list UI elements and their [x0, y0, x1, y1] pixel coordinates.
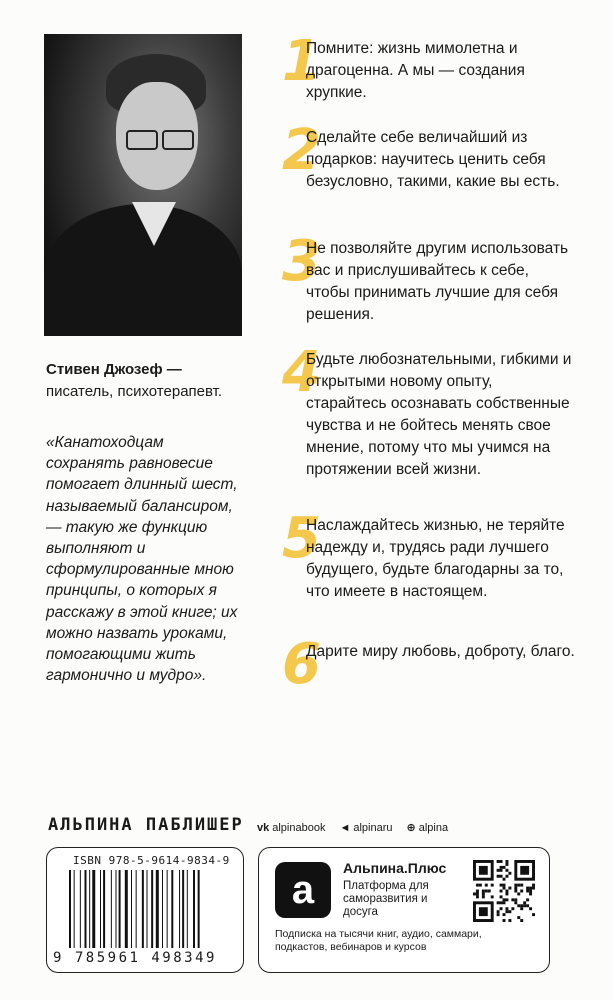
- principle-text: Помните: жизнь мимолетна и драгоценна. А мы — создания хрупкие.: [306, 40, 525, 101]
- principle-number: 6: [282, 632, 321, 697]
- principle-number: 4: [282, 340, 321, 405]
- barcode-box: [46, 847, 244, 973]
- qr-code[interactable]: [473, 860, 535, 922]
- social-label: alpina: [418, 821, 449, 834]
- social-label: alpinaru: [353, 821, 393, 834]
- isbn-label: ISBN 978-5-9614-9834-9: [73, 854, 230, 867]
- social-telegram[interactable]: [339, 822, 392, 834]
- principle-text: Не позволяйте другим использовать вас и прислушивайтесь к себе, чтобы принимать лучшие для себя решения.: [306, 240, 569, 323]
- principle-4: [282, 340, 582, 481]
- author-role: писатель, психотерапевт.: [46, 383, 223, 400]
- principle-text: Будьте любознательными, гибкими и открытыми новому опыту, старайтесь осознавать собственные чувства и не бойтесь менять свое мнение, потому что мы учимся на протяжении всей жизни.: [306, 351, 572, 478]
- principle-2: [282, 118, 582, 193]
- social-links: [257, 821, 448, 834]
- promo-description: Подписка на тысячи книг, аудио, саммари, подкастов, вебинаров и курсов: [275, 928, 482, 953]
- promo-title: Альпина.Плюс: [343, 860, 447, 876]
- principle-text: Сделайте себе величайший из подарков: научитесь ценить себя безусловно, такими, какие вы есть.: [306, 129, 560, 190]
- promo-box: [258, 847, 550, 973]
- plus-icon: ⊕: [406, 822, 416, 834]
- promo-subtitle: Платформа для саморазвития и досуга: [343, 880, 429, 918]
- social-vk[interactable]: [257, 822, 325, 834]
- principle-6: [282, 632, 582, 697]
- alpina-plus-logo: a: [275, 862, 331, 918]
- principle-number: 3: [282, 229, 321, 294]
- principle-5: [282, 506, 582, 603]
- barcode-number: 9 785961 498349: [53, 950, 217, 966]
- principle-number: 1: [282, 29, 321, 94]
- author-photo: [44, 34, 242, 336]
- social-label: alpinabook: [272, 821, 326, 834]
- vk-icon: vk: [257, 821, 270, 834]
- principle-1: [282, 29, 582, 104]
- principle-number: 5: [282, 506, 321, 571]
- principle-text: Дарите миру любовь, доброту, благо.: [306, 643, 575, 660]
- principle-number: 2: [282, 118, 321, 183]
- barcode-bars: [69, 870, 229, 948]
- publisher-logo: АЛЬПИНА ПАБЛИШЕР: [48, 815, 244, 835]
- author-quote: «Канатоходцам сохранять равновесие помогает длинный шест, называемый балансиром, — такую же функцию выполняют и сформулированные мною принципы, о которых я расскажу в этой книге; их можно назвать уроками, помогающими жить гармонично и мудро».: [46, 434, 238, 685]
- principle-text: Наслаждайтесь жизнью, не теряйте надежду и, трудясь ради лучшего будущего, будьте благодарны за то, что имеете в настоящем.: [306, 517, 565, 600]
- telegram-icon: ◄: [339, 821, 351, 834]
- author-name: Стивен Джозеф —: [46, 361, 182, 378]
- social-alpina[interactable]: [407, 821, 449, 834]
- principle-3: [282, 229, 582, 326]
